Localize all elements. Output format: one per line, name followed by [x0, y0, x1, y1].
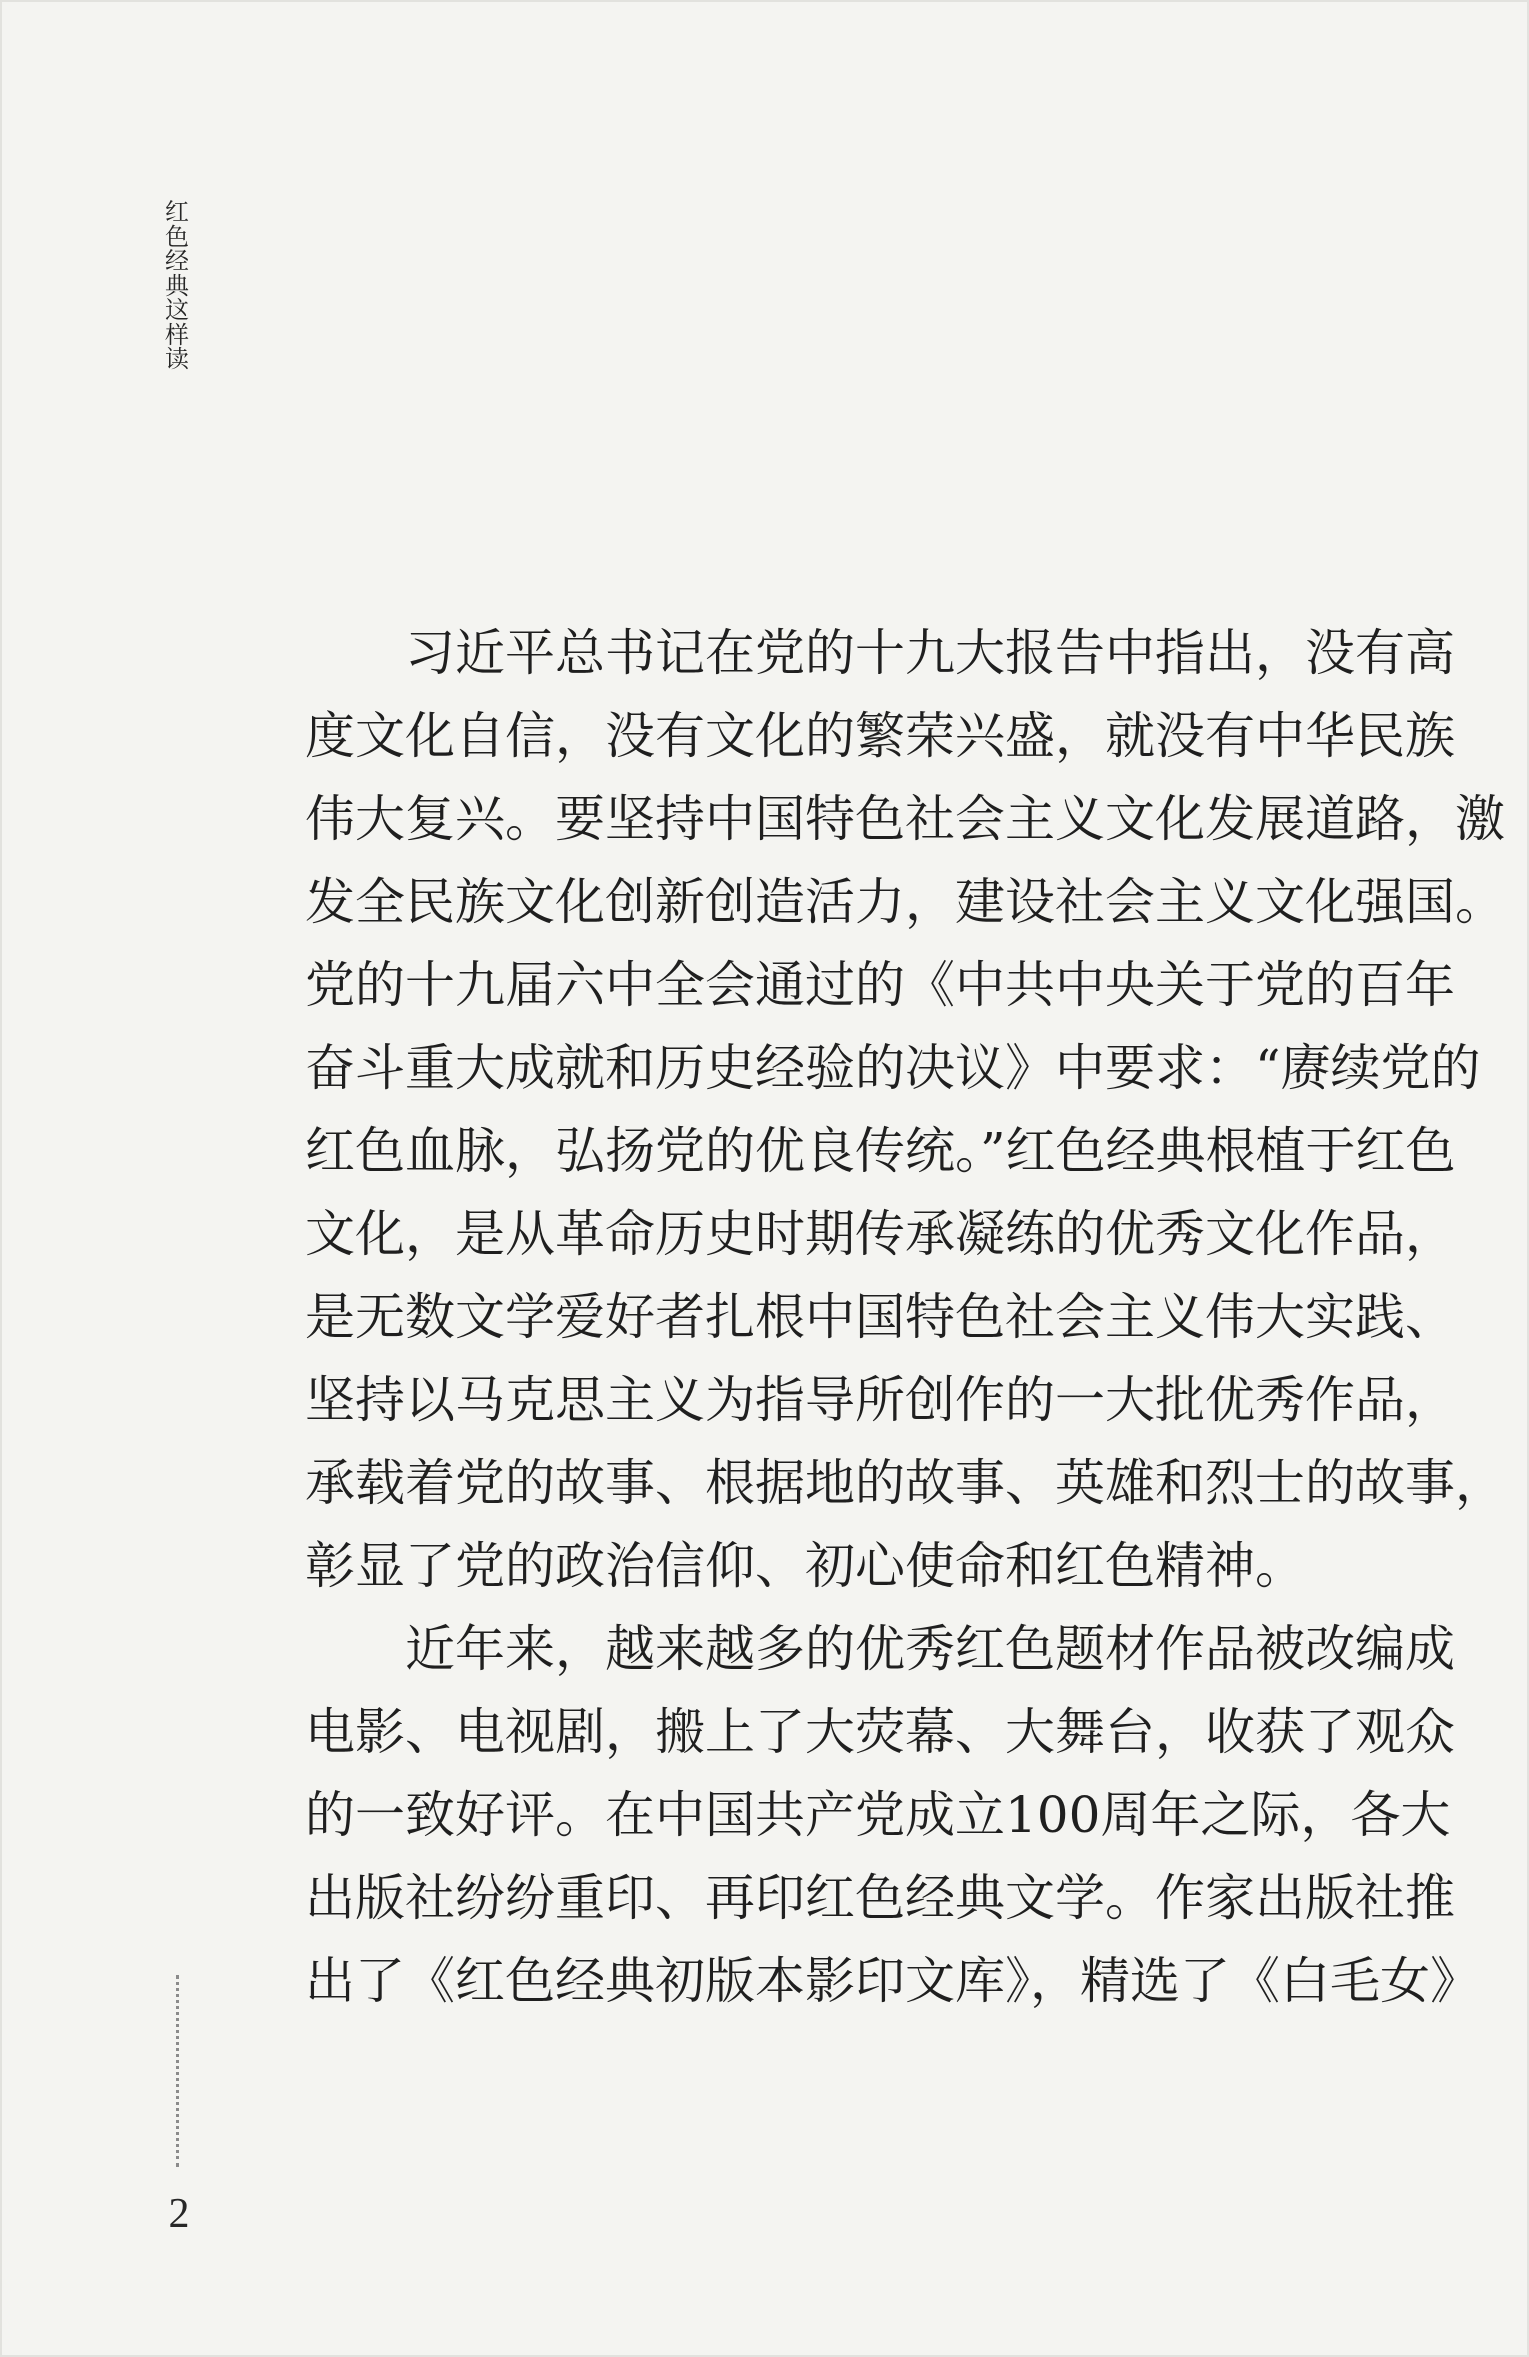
- paragraph-1-line-1: 习近平总书记在党的十九大报告中指出，没有高: [405, 624, 1455, 682]
- paragraph-1-line-5: 党的十九届六中全会通过的《中共中央关于党的百年: [305, 956, 1455, 1014]
- paragraph-1-line-6: 奋斗重大成就和历史经验的决议》中要求：“赓续党的: [305, 1039, 1481, 1097]
- paragraph-1-line-8: 文化，是从革命历史时期传承凝练的优秀文化作品，: [305, 1205, 1455, 1263]
- paragraph-2-line-1: 近年来，越来越多的优秀红色题材作品被改编成: [405, 1620, 1455, 1678]
- paragraph-1-line-12: 彰显了党的政治信仰、初心使命和红色精神。: [305, 1537, 1305, 1595]
- paragraph-2-line-3: 的一致好评。在中国共产党成立100周年之际，各大: [305, 1786, 1451, 1844]
- paragraph-1-line-4: 发全民族文化创新创造活力，建设社会主义文化强国。: [305, 873, 1505, 931]
- paragraph-2-line-4: 出版社纷纷重印、再印红色经典文学。作家出版社推: [305, 1869, 1455, 1927]
- body-text: [305, 612, 1505, 2023]
- paragraph-1-line-11: 承载着党的故事、根据地的故事、英雄和烈士的故事，: [305, 1454, 1505, 1512]
- paragraph-1-line-3: 伟大复兴。要坚持中国特色社会主义文化发展道路，激: [305, 790, 1505, 848]
- paragraph-1-line-7: 红色血脉，弘扬党的优良传统。”红色经典根植于红色: [305, 1122, 1456, 1180]
- paragraph-1-line-2: 度文化自信，没有文化的繁荣兴盛，就没有中华民族: [305, 707, 1455, 765]
- running-header: 红色经典这样读: [165, 198, 189, 373]
- page-number: 2: [168, 2191, 190, 2237]
- paragraph-2-line-2: 电影、电视剧，搬上了大荧幕、大舞台，收获了观众: [305, 1703, 1455, 1761]
- margin-dotted-rule: [176, 1975, 179, 2167]
- paragraph-1-line-9: 是无数文学爱好者扎根中国特色社会主义伟大实践、: [305, 1288, 1455, 1346]
- paragraph-1-line-10: 坚持以马克思主义为指导所创作的一大批优秀作品，: [305, 1371, 1455, 1429]
- paragraph-2-line-5: 出了《红色经典初版本影印文库》，精选了《白毛女》: [305, 1952, 1480, 2010]
